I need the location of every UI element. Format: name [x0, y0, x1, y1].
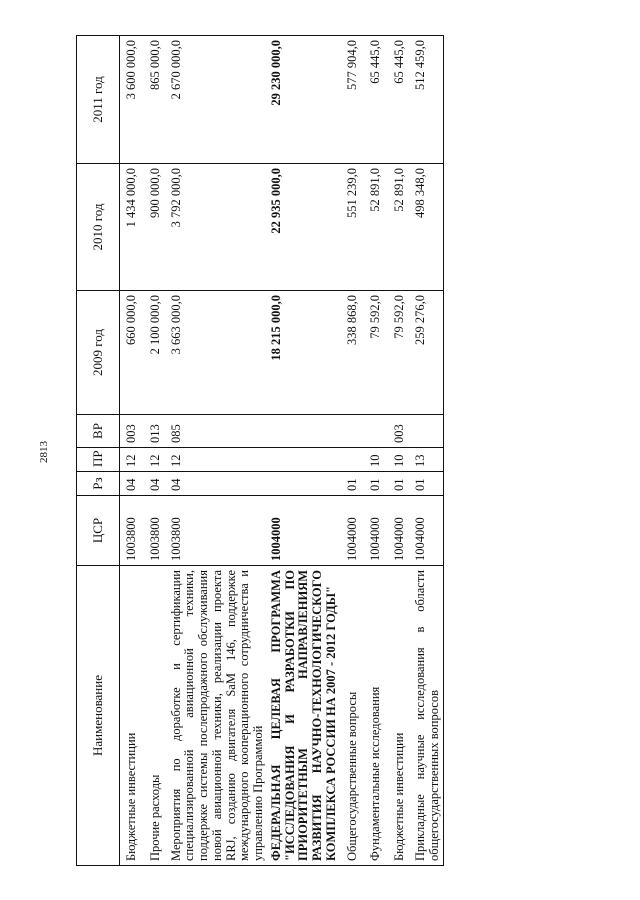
row-2010: 52 891,0 — [388, 164, 412, 291]
row-2009: 18 215 000,0 — [268, 291, 341, 415]
row-rz: 01 — [388, 472, 412, 496]
row-2011: 29 230 000,0 — [268, 36, 341, 164]
row-rz: 01 — [341, 472, 365, 496]
row-name: Общегосударственные вопросы — [341, 566, 365, 866]
row-rz: 04 — [144, 472, 168, 496]
row-pr: 13 — [412, 448, 444, 472]
row-pr: 12 — [120, 448, 144, 472]
row-2010: 900 000,0 — [144, 164, 168, 291]
row-2010: 22 935 000,0 — [268, 164, 341, 291]
row-2011: 512 459,0 — [412, 36, 444, 164]
row-csr: 1004000 — [388, 496, 412, 566]
row-2009: 259 276,0 — [412, 291, 444, 415]
header-2009: 2009 год — [77, 291, 120, 415]
row-2010: 3 792 000,0 — [168, 164, 268, 291]
row-pr: 12 — [168, 448, 268, 472]
row-2011: 65 445,0 — [388, 36, 412, 164]
row-csr: 1004000 — [412, 496, 444, 566]
row-csr: 1004000 — [268, 496, 341, 566]
row-2011: 2 670 000,0 — [168, 36, 268, 164]
row-2010: 551 239,0 — [341, 164, 365, 291]
budget-table — [76, 35, 444, 866]
table-row — [388, 36, 412, 866]
table-row — [364, 36, 388, 866]
header-pr: ПР — [77, 448, 120, 472]
header-csr: ЦСР — [77, 496, 120, 566]
row-2009: 338 868,0 — [341, 291, 365, 415]
row-rz: 04 — [168, 472, 268, 496]
table-row — [412, 36, 444, 866]
page-number: 2813 — [38, 441, 50, 463]
row-csr: 1003800 — [144, 496, 168, 566]
header-name: Наименование — [77, 566, 120, 866]
row-name: Бюджетные инвестиции — [120, 566, 144, 866]
table-row — [268, 36, 341, 866]
row-name: Прикладные научные исследования в области общегосударственных вопросов — [412, 566, 444, 866]
row-2011: 577 904,0 — [341, 36, 365, 164]
table-row — [168, 36, 268, 866]
row-rz: 01 — [412, 472, 444, 496]
row-vr: 003 — [120, 415, 144, 448]
row-name: Фундаментальные исследования — [364, 566, 388, 866]
row-rz: 04 — [120, 472, 144, 496]
row-csr: 1004000 — [364, 496, 388, 566]
row-2009: 79 592,0 — [364, 291, 388, 415]
row-vr — [341, 415, 365, 448]
row-vr: 013 — [144, 415, 168, 448]
row-name: ФЕДЕРАЛЬНАЯ ЦЕЛЕВАЯ ПРОГРАММА "ИССЛЕДОВАНИЯ И РАЗРАБОТКИ ПО ПРИОРИТЕТНЫМ НАПРАВЛЕНИЯМ РАЗВИТИЯ НАУЧНО-ТЕХНОЛОГИЧЕСКОГО КОМПЛЕКСА РОССИИ НА 2007 - 2012 ГОДЫ" — [268, 566, 341, 866]
table-row — [341, 36, 365, 866]
row-name: Бюджетные инвестиции — [388, 566, 412, 866]
row-2011: 65 445,0 — [364, 36, 388, 164]
row-csr: 1003800 — [120, 496, 144, 566]
row-vr — [412, 415, 444, 448]
row-vr — [364, 415, 388, 448]
row-csr: 1004000 — [341, 496, 365, 566]
row-name: Прочие расходы — [144, 566, 168, 866]
row-2009: 79 592,0 — [388, 291, 412, 415]
rotated-table-container — [76, 36, 576, 866]
row-vr: 085 — [168, 415, 268, 448]
table-row — [144, 36, 168, 866]
row-vr: 003 — [388, 415, 412, 448]
header-2010: 2010 год — [77, 164, 120, 291]
row-2009: 2 100 000,0 — [144, 291, 168, 415]
row-pr — [268, 448, 341, 472]
row-2011: 3 600 000,0 — [120, 36, 144, 164]
row-2010: 52 891,0 — [364, 164, 388, 291]
row-2010: 498 348,0 — [412, 164, 444, 291]
table-row — [120, 36, 144, 866]
row-pr: 10 — [364, 448, 388, 472]
header-2011: 2011 год — [77, 36, 120, 164]
row-2009: 660 000,0 — [120, 291, 144, 415]
row-rz — [268, 472, 341, 496]
row-rz: 01 — [364, 472, 388, 496]
row-2011: 865 000,0 — [144, 36, 168, 164]
header-rz: Рз — [77, 472, 120, 496]
row-name: Мероприятия по доработке и сертификации специализированной авиационной техники, поддержке системы послепродажного обслуживания новой авиационной техники, реализации проекта RRJ, созданию двигателя SaM 146, поддержке международного кооперационного сотрудничества и управлению Программой — [168, 566, 268, 866]
row-pr: 12 — [144, 448, 168, 472]
row-pr: 10 — [388, 448, 412, 472]
header-row — [77, 36, 120, 866]
row-pr — [341, 448, 365, 472]
header-vr: ВР — [77, 415, 120, 448]
row-csr: 1003800 — [168, 496, 268, 566]
row-2010: 1 434 000,0 — [120, 164, 144, 291]
row-2009: 3 663 000,0 — [168, 291, 268, 415]
row-vr — [268, 415, 341, 448]
